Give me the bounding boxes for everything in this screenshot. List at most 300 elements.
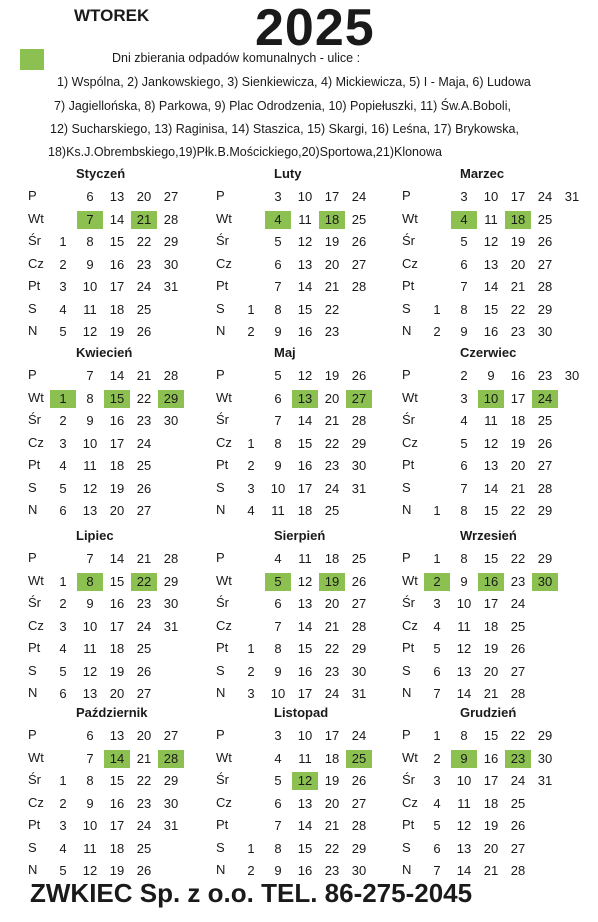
day-cell: 13 xyxy=(456,840,472,856)
collection-day-cell: 9 xyxy=(451,750,477,768)
day-cell: 7 xyxy=(433,863,441,878)
week-row xyxy=(216,233,406,251)
weekday-label: Pt xyxy=(28,817,41,832)
collection-day-cell: 7 xyxy=(77,211,103,229)
day-cell: 11 xyxy=(457,618,471,634)
day-cell: 28 xyxy=(510,863,526,878)
day-cell: 22 xyxy=(510,551,526,566)
week-row xyxy=(28,188,218,206)
day-cell: 25 xyxy=(351,551,367,566)
week-row xyxy=(216,750,406,768)
day-cell: 6 xyxy=(86,189,94,204)
weekday-label: Cz xyxy=(216,794,232,810)
collection-day-cell: 4 xyxy=(451,211,477,229)
street-list-line-4: 18)Ks.J.Obrembskiego,19)Płk.B.Mościckiego,20)Sportowa,21)Klonowa xyxy=(48,145,442,159)
day-cell: 24 xyxy=(537,189,553,204)
day-cell: 9 xyxy=(274,458,282,473)
day-cell: 22 xyxy=(510,728,526,743)
weekday-label: N xyxy=(28,323,38,338)
week-row xyxy=(216,618,406,636)
day-cell: 27 xyxy=(537,458,553,473)
weekday-label: Śr xyxy=(28,412,41,427)
day-cell: 18 xyxy=(324,750,340,766)
day-cell: 13 xyxy=(297,596,313,611)
collection-day-cell: 15 xyxy=(104,390,130,408)
day-cell: 26 xyxy=(351,773,367,788)
day-cell: 21 xyxy=(324,618,340,634)
week-row xyxy=(28,256,218,274)
collection-day-cell: 30 xyxy=(532,573,558,591)
day-cell: 31 xyxy=(163,279,179,294)
weekday-label: S xyxy=(402,300,411,316)
day-cell: 3 xyxy=(274,728,282,743)
week-row xyxy=(216,211,406,229)
day-cell: 1 xyxy=(59,573,67,589)
weekday-label: N xyxy=(402,685,412,700)
day-cell: 30 xyxy=(163,413,179,428)
day-cell: 24 xyxy=(351,728,367,743)
weekday-label: S xyxy=(216,479,225,495)
day-cell: 8 xyxy=(86,390,94,406)
day-cell: 30 xyxy=(163,596,179,611)
day-cell: 16 xyxy=(483,750,499,766)
week-row xyxy=(402,817,592,835)
weekday-label: S xyxy=(28,662,37,678)
day-cell: 12 xyxy=(82,480,98,496)
day-cell: 18 xyxy=(483,795,499,811)
day-cell: 5 xyxy=(59,663,67,679)
weekday-label: N xyxy=(216,685,226,700)
day-cell: 26 xyxy=(351,573,367,589)
day-cell: 6 xyxy=(433,663,441,679)
collection-day-cell: 24 xyxy=(532,390,558,408)
weekday-label: P xyxy=(216,367,225,382)
day-cell: 17 xyxy=(510,390,526,406)
week-row xyxy=(402,435,592,453)
day-cell: 12 xyxy=(297,368,313,383)
day-cell: 6 xyxy=(433,840,441,856)
day-cell: 14 xyxy=(297,413,313,428)
day-cell: 10 xyxy=(82,618,98,634)
day-cell: 6 xyxy=(86,728,94,743)
day-cell: 3 xyxy=(274,189,282,204)
weekday-label: P xyxy=(402,188,411,203)
day-cell: 27 xyxy=(351,256,367,272)
collection-day-cell: 21 xyxy=(131,211,157,229)
day-cell: 12 xyxy=(483,234,499,249)
week-row xyxy=(28,278,218,296)
day-cell: 23 xyxy=(324,324,340,339)
day-cell: 22 xyxy=(136,390,152,406)
day-cell: 18 xyxy=(109,641,125,656)
day-cell: 14 xyxy=(297,818,313,833)
day-cell: 24 xyxy=(136,818,152,833)
day-cell: 3 xyxy=(460,390,468,406)
day-cell: 30 xyxy=(564,368,580,383)
day-cell: 1 xyxy=(247,435,255,451)
day-cell: 21 xyxy=(483,863,499,878)
day-cell: 18 xyxy=(297,503,313,518)
day-cell: 2 xyxy=(59,596,67,611)
week-row xyxy=(216,278,406,296)
week-row xyxy=(216,412,406,430)
day-cell: 4 xyxy=(433,795,441,811)
day-cell: 29 xyxy=(163,573,179,589)
day-cell: 24 xyxy=(510,773,526,788)
day-cell: 11 xyxy=(457,795,471,811)
day-cell: 31 xyxy=(537,773,553,788)
weekday-label: Cz xyxy=(402,255,418,271)
day-cell: 8 xyxy=(86,773,94,788)
week-row xyxy=(216,435,406,453)
day-cell: 5 xyxy=(433,818,441,833)
month-name: Wrzesień xyxy=(460,528,517,543)
day-cell: 19 xyxy=(510,435,526,451)
weekday-label: Pt xyxy=(28,278,41,293)
month-name: Marzec xyxy=(460,166,505,181)
week-row xyxy=(216,685,406,703)
day-cell: 21 xyxy=(483,686,499,701)
day-cell: 24 xyxy=(136,279,152,294)
collection-day-cell: 5 xyxy=(265,573,291,591)
day-cell: 28 xyxy=(537,480,553,496)
day-cell: 12 xyxy=(297,573,313,589)
weekday-label: N xyxy=(402,502,412,517)
day-cell: 23 xyxy=(324,663,340,679)
day-cell: 13 xyxy=(297,795,313,811)
day-cell: 25 xyxy=(537,413,553,428)
day-cell: 2 xyxy=(433,324,441,339)
weekday-label: Śr xyxy=(216,772,229,787)
day-cell: 8 xyxy=(274,435,282,451)
day-cell: 30 xyxy=(537,750,553,766)
week-row xyxy=(28,685,218,703)
week-row xyxy=(216,727,406,745)
day-cell: 19 xyxy=(510,234,526,249)
day-cell: 10 xyxy=(270,686,286,701)
day-cell: 3 xyxy=(59,618,67,634)
day-cell: 10 xyxy=(456,596,472,611)
day-cell: 25 xyxy=(510,795,526,811)
month-name: Sierpień xyxy=(274,528,326,543)
weekday-label: Wt xyxy=(402,210,418,226)
weekday-label: N xyxy=(216,323,226,338)
week-row xyxy=(28,480,218,498)
day-cell: 15 xyxy=(297,435,313,451)
week-row xyxy=(402,750,592,768)
day-cell: 25 xyxy=(136,301,152,317)
day-cell: 9 xyxy=(86,256,94,272)
day-cell: 11 xyxy=(298,211,312,227)
week-row xyxy=(402,457,592,475)
week-row xyxy=(216,457,406,475)
weekday-label: Cz xyxy=(402,794,418,810)
day-cell: 17 xyxy=(483,773,499,788)
day-cell: 4 xyxy=(59,641,67,656)
day-cell: 20 xyxy=(510,458,526,473)
weekday-label: P xyxy=(28,188,37,203)
day-cell: 7 xyxy=(274,413,282,428)
month-name: Listopad xyxy=(274,705,329,720)
day-cell: 4 xyxy=(274,750,282,766)
week-row xyxy=(402,480,592,498)
street-list-line-3: 12) Sucharskiego, 13) Raginisa, 14) Staszica, 15) Skargi, 16) Leśna, 17) Brykowska, xyxy=(50,122,519,136)
day-cell: 1 xyxy=(247,301,255,317)
day-cell: 14 xyxy=(483,279,499,294)
month-block xyxy=(402,166,592,344)
year-title: 2025 xyxy=(255,0,375,57)
weekday-label: Śr xyxy=(216,233,229,248)
day-cell: 23 xyxy=(136,413,152,428)
day-cell: 19 xyxy=(324,368,340,383)
day-cell: 28 xyxy=(537,279,553,294)
week-row xyxy=(402,795,592,813)
day-cell: 26 xyxy=(537,234,553,249)
day-cell: 4 xyxy=(274,551,282,566)
day-cell: 6 xyxy=(274,596,282,611)
day-cell: 14 xyxy=(109,551,125,566)
week-row xyxy=(402,727,592,745)
day-cell: 10 xyxy=(297,189,313,204)
week-row xyxy=(402,390,592,408)
week-row xyxy=(28,772,218,790)
week-row xyxy=(28,211,218,229)
day-cell: 15 xyxy=(483,503,499,518)
week-row xyxy=(28,367,218,385)
day-cell: 2 xyxy=(433,750,441,766)
week-row xyxy=(216,502,406,520)
day-cell: 15 xyxy=(297,840,313,856)
day-cell: 5 xyxy=(59,324,67,339)
day-cell: 22 xyxy=(136,234,152,249)
day-cell: 2 xyxy=(247,458,255,473)
week-row xyxy=(216,188,406,206)
month-name: Październik xyxy=(76,705,148,720)
day-cell: 27 xyxy=(351,795,367,811)
day-cell: 21 xyxy=(136,368,152,383)
day-cell: 8 xyxy=(460,551,468,566)
day-cell: 6 xyxy=(460,256,468,272)
day-cell: 1 xyxy=(433,551,441,566)
day-cell: 7 xyxy=(433,686,441,701)
day-cell: 10 xyxy=(82,435,98,451)
day-cell: 10 xyxy=(483,189,499,204)
day-cell: 19 xyxy=(483,818,499,833)
weekday-label: Pt xyxy=(402,817,415,832)
day-cell: 23 xyxy=(136,256,152,272)
collection-day-cell: 29 xyxy=(158,390,184,408)
day-cell: 10 xyxy=(82,279,98,294)
day-cell: 17 xyxy=(297,686,313,701)
week-row xyxy=(28,390,218,408)
weekday-label: Cz xyxy=(216,617,232,633)
weekday-label: Wt xyxy=(28,572,44,588)
day-cell: 20 xyxy=(136,189,152,204)
day-cell: 14 xyxy=(483,480,499,496)
weekday-label: Cz xyxy=(216,255,232,271)
day-cell: 1 xyxy=(433,301,441,317)
day-cell: 26 xyxy=(136,663,152,679)
weekday-label: Cz xyxy=(28,617,44,633)
day-cell: 22 xyxy=(324,641,340,656)
day-cell: 8 xyxy=(274,301,282,317)
day-cell: 12 xyxy=(82,324,98,339)
day-cell: 26 xyxy=(136,863,152,878)
week-row xyxy=(402,367,592,385)
weekday-label: Śr xyxy=(402,412,415,427)
collection-day-cell: 16 xyxy=(478,573,504,591)
day-cell: 17 xyxy=(109,435,125,451)
week-row xyxy=(28,595,218,613)
day-cell: 28 xyxy=(351,618,367,634)
day-cell: 23 xyxy=(136,596,152,611)
day-cell: 2 xyxy=(59,256,67,272)
week-row xyxy=(402,618,592,636)
day-cell: 25 xyxy=(136,641,152,656)
day-cell: 31 xyxy=(163,618,179,634)
day-cell: 18 xyxy=(109,840,125,856)
day-cell: 11 xyxy=(83,458,97,473)
day-cell: 13 xyxy=(82,503,98,518)
day-cell: 2 xyxy=(59,795,67,811)
weekday-label: Pt xyxy=(28,457,41,472)
day-cell: 16 xyxy=(297,458,313,473)
week-row xyxy=(402,256,592,274)
collection-day-cell: 12 xyxy=(292,772,318,790)
day-cell: 27 xyxy=(136,686,152,701)
weekday-label: S xyxy=(216,839,225,855)
week-row xyxy=(216,573,406,591)
weekday-label: Wt xyxy=(216,572,232,588)
day-cell: 12 xyxy=(456,818,472,833)
day-cell: 22 xyxy=(324,840,340,856)
day-cell: 27 xyxy=(163,728,179,743)
weekday-label: P xyxy=(402,550,411,565)
day-cell: 20 xyxy=(324,596,340,611)
day-cell: 2 xyxy=(247,324,255,339)
day-cell: 15 xyxy=(297,301,313,317)
day-cell: 19 xyxy=(109,863,125,878)
week-row xyxy=(402,412,592,430)
day-cell: 26 xyxy=(510,641,526,656)
day-cell: 31 xyxy=(351,686,367,701)
week-row xyxy=(216,663,406,681)
day-cell: 1 xyxy=(433,728,441,743)
day-cell: 26 xyxy=(510,818,526,833)
day-cell: 30 xyxy=(163,795,179,811)
week-row xyxy=(28,301,218,319)
day-cell: 28 xyxy=(351,818,367,833)
day-cell: 20 xyxy=(109,686,125,701)
weekday-label: Cz xyxy=(28,434,44,450)
day-cell: 12 xyxy=(483,435,499,451)
week-row xyxy=(28,727,218,745)
weekday-label: Cz xyxy=(216,434,232,450)
day-cell: 3 xyxy=(247,480,255,496)
day-cell: 30 xyxy=(163,256,179,272)
day-cell: 26 xyxy=(351,234,367,249)
day-cell: 25 xyxy=(324,503,340,518)
day-cell: 24 xyxy=(324,686,340,701)
day-cell: 5 xyxy=(274,234,282,249)
day-cell: 23 xyxy=(537,368,553,383)
day-cell: 19 xyxy=(109,480,125,496)
collection-day-cell: 8 xyxy=(77,573,103,591)
day-cell: 26 xyxy=(136,480,152,496)
week-row xyxy=(402,233,592,251)
week-row xyxy=(402,550,592,568)
day-cell: 22 xyxy=(324,301,340,317)
day-cell: 12 xyxy=(82,663,98,679)
street-list-line-2: 7) Jagiellońska, 8) Parkowa, 9) Plac Odrodzenia, 10) Popiełuszki, 11) Św.A.Boboli, xyxy=(54,99,511,113)
day-cell: 30 xyxy=(351,663,367,679)
day-cell: 9 xyxy=(274,663,282,679)
day-cell: 28 xyxy=(351,413,367,428)
day-cell: 26 xyxy=(537,435,553,451)
weekday-label: Cz xyxy=(402,434,418,450)
day-cell: 7 xyxy=(86,368,94,383)
day-cell: 11 xyxy=(484,211,498,227)
week-row xyxy=(28,435,218,453)
day-cell: 16 xyxy=(297,663,313,679)
day-cell: 17 xyxy=(109,279,125,294)
weekday-label: S xyxy=(28,300,37,316)
collection-day-cell: 27 xyxy=(346,390,372,408)
day-cell: 21 xyxy=(136,551,152,566)
day-cell: 15 xyxy=(483,551,499,566)
day-cell: 21 xyxy=(324,413,340,428)
week-row xyxy=(28,233,218,251)
day-cell: 21 xyxy=(510,480,526,496)
week-row xyxy=(28,412,218,430)
day-cell: 6 xyxy=(59,686,67,701)
weekday-label: N xyxy=(216,862,226,877)
day-cell: 9 xyxy=(86,413,94,428)
day-cell: 29 xyxy=(351,641,367,656)
day-cell: 20 xyxy=(324,390,340,406)
weekday-label: S xyxy=(402,479,411,495)
day-cell: 14 xyxy=(297,618,313,634)
weekday-label: P xyxy=(402,367,411,382)
day-cell: 23 xyxy=(510,324,526,339)
day-cell: 8 xyxy=(86,234,94,249)
week-row xyxy=(402,772,592,790)
week-row xyxy=(402,573,592,591)
day-cell: 25 xyxy=(351,211,367,227)
day-cell: 29 xyxy=(537,728,553,743)
day-cell: 2 xyxy=(247,663,255,679)
collection-day-cell: 4 xyxy=(265,211,291,229)
day-cell: 3 xyxy=(433,773,441,788)
weekday-label: Wt xyxy=(402,389,418,405)
day-cell: 6 xyxy=(274,256,282,272)
weekday-label: Pt xyxy=(216,278,229,293)
day-cell: 27 xyxy=(510,663,526,679)
day-cell: 13 xyxy=(109,728,125,743)
weekday-label: N xyxy=(28,862,38,877)
week-row xyxy=(402,211,592,229)
street-list-line-1: 1) Wspólna, 2) Jankowskiego, 3) Sienkiewicza, 4) Mickiewicza, 5) I - Maja, 6) Ludowa xyxy=(57,75,531,89)
week-row xyxy=(28,840,218,858)
week-row xyxy=(28,457,218,475)
day-cell: 29 xyxy=(537,301,553,317)
month-block xyxy=(216,705,406,883)
day-cell: 9 xyxy=(460,324,468,339)
day-cell: 16 xyxy=(109,256,125,272)
day-cell: 18 xyxy=(109,458,125,473)
weekday-label: Wt xyxy=(28,749,44,765)
day-cell: 25 xyxy=(136,840,152,856)
